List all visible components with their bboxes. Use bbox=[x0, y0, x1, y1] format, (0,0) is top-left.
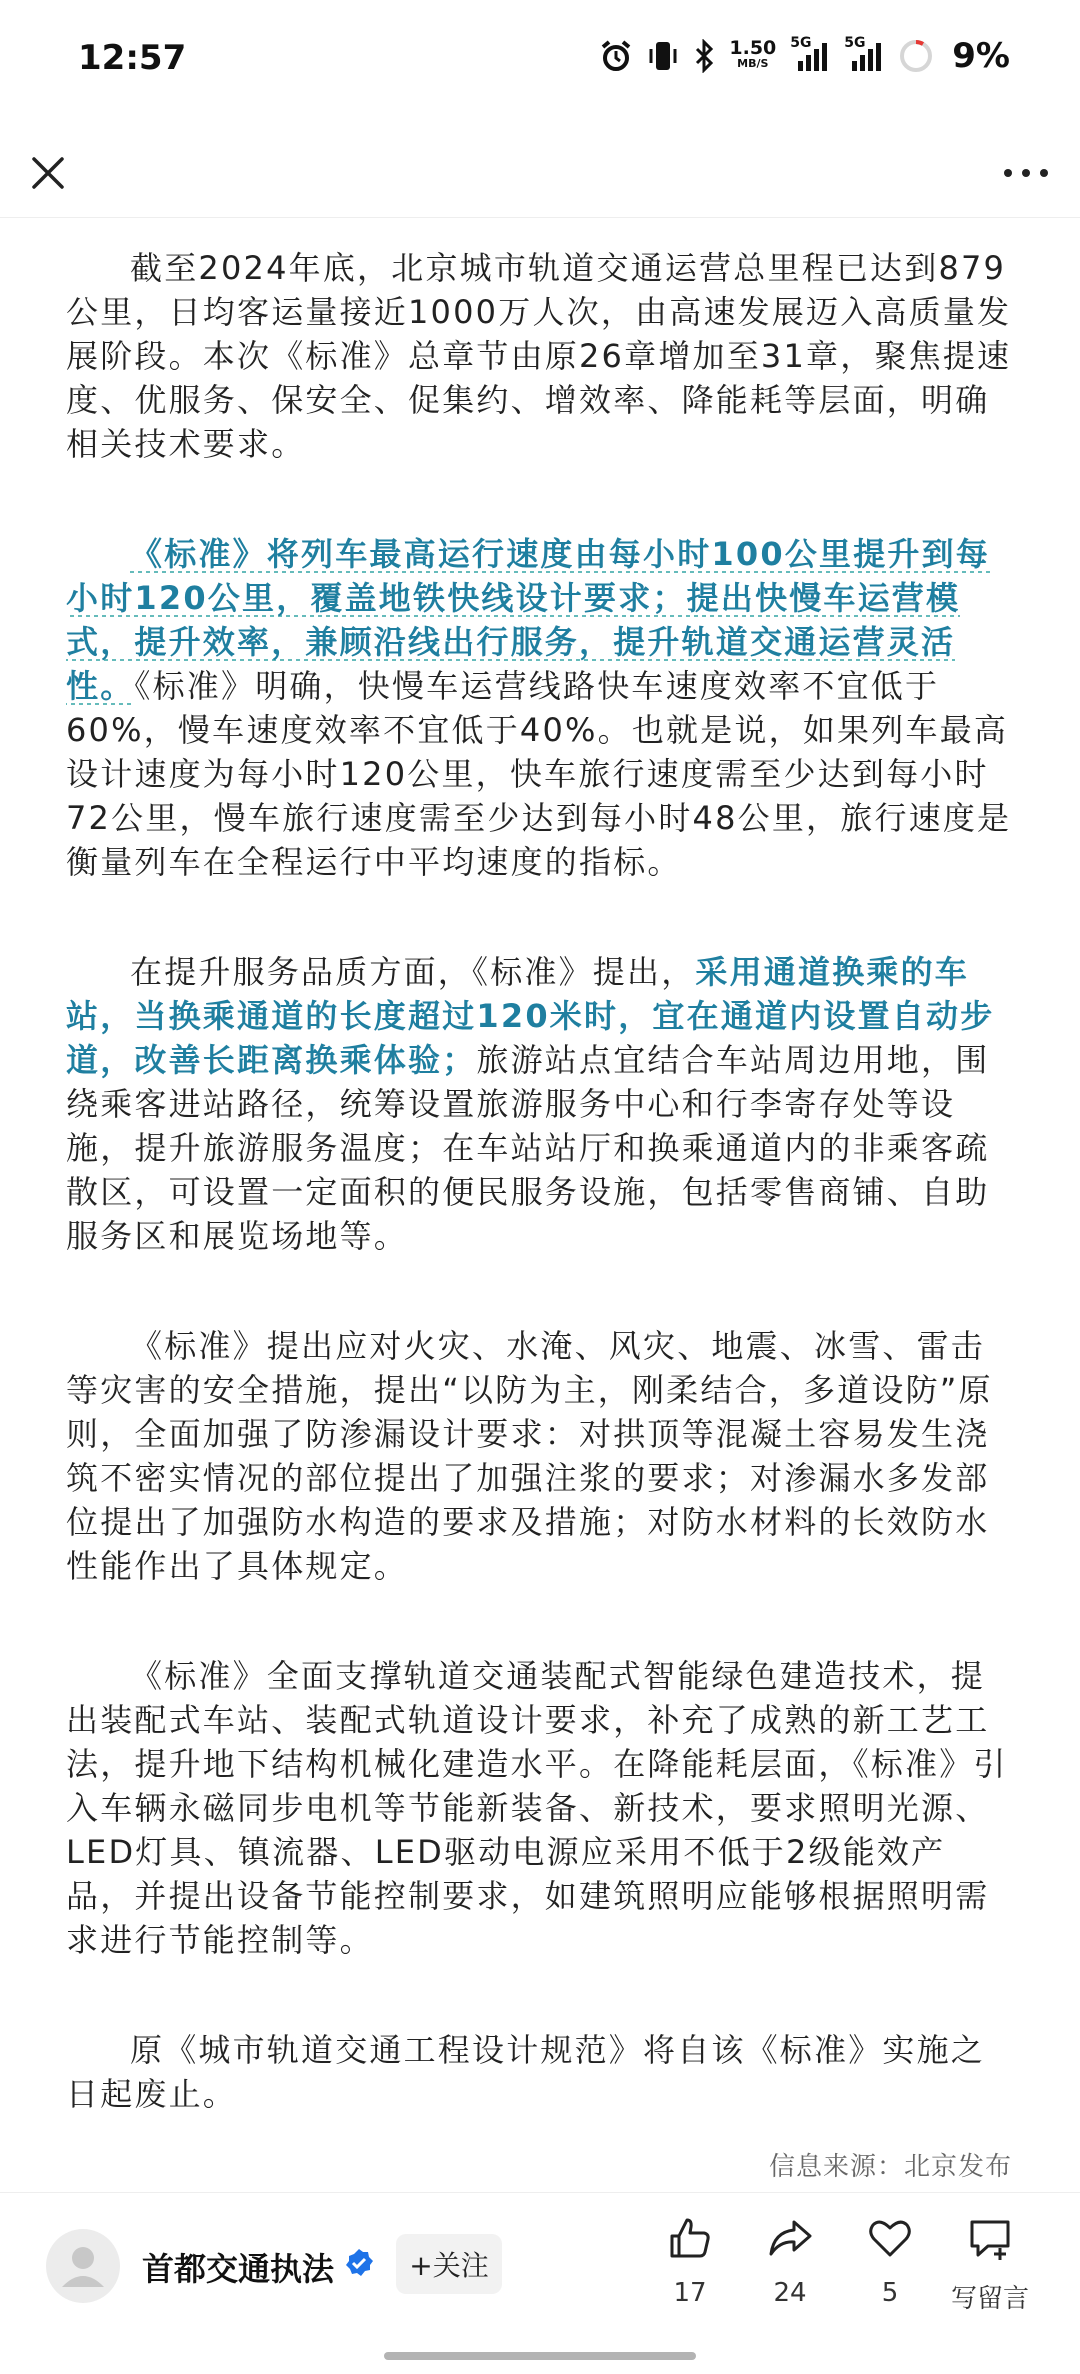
source-attribution: 信息来源：北京发布 bbox=[768, 2152, 1012, 2182]
favorite-count: 5 bbox=[881, 2278, 899, 2308]
signal-5g-icon-1: 5G bbox=[790, 39, 830, 73]
paragraph-2-text: 《标准》明确，快慢车运营线路快车速度效率不宜低于60%，慢车速度效率不宜低于40%。也就是说，如果列车最高设计速度为每小时120公里，快车旅行速度需至少达到每小时72公里，慢车旅行速度需至少达到每小时48公里，旅行速度是衡量列车在全程运行中平均速度的指标。 bbox=[66, 667, 1012, 881]
paragraph-3-intro: 在提升服务品质方面，《标准》提出， bbox=[130, 953, 696, 991]
paragraph-5: 《标准》全面支撑轨道交通装配式智能绿色建造技术，提出装配式车站、装配式轨道设计要求，补充了成熟的新工艺工法，提升地下结构机械化建造水平。在降能耗层面，《标准》引入车辆永磁同步电机等节能新装备、新技术，要求照明光源、LED灯具、镇流器、LED驱动电源应采用不低于2级能效产品，并提出设备节能控制要求，如建筑照明应能够根据照明需求进行节能控制等。 bbox=[66, 1657, 1008, 1959]
comment-plus-icon bbox=[966, 2214, 1014, 2262]
bottom-divider bbox=[0, 2192, 1080, 2193]
paragraph-1: 截至2024年底，北京城市轨道交通运营总里程已达到879公里，日均客运量接近1000万人次，由高速发展迈入高质量发展阶段。本次《标准》总章节由原26章增加至31章，聚焦提速度、优服务、保安全、促集约、增效率、降能耗等层面，明确相关技术要求。 bbox=[66, 249, 1012, 463]
more-dots-icon bbox=[1000, 153, 1052, 193]
article-body bbox=[66, 246, 1012, 2182]
paragraph-2-highlight: 《标准》将列车最高运行速度由每小时100公里提升到每小时120公里，覆盖地铁快线设计要求；提出快慢车运营模式，提升效率，兼顾沿线出行服务，提升轨道交通运营灵活性。 bbox=[66, 535, 990, 705]
paragraph-3-highlight: 采用通道换乘的车站，当换乘通道的长度超过120米时，宜在通道内设置自动步道，改善长距离换乘体验； bbox=[66, 953, 995, 1079]
paragraph-3-text: 旅游站点宜结合车站周边用地，围绕乘客进站路径，统筹设置旅游服务中心和行李寄存处等设施，提升旅游服务温度；在车站站厅和换乘通道内的非乘客疏散区，可设置一定面积的便民服务设施，包括零售商铺、自助服务区和展览场地等。 bbox=[66, 1041, 990, 1255]
close-icon bbox=[24, 149, 72, 197]
signal-5g-icon-2: 5G bbox=[844, 39, 884, 73]
network-speed: 1.50 MB/S bbox=[729, 37, 777, 70]
verified-badge-icon bbox=[344, 2248, 374, 2278]
default-avatar-icon bbox=[46, 2229, 120, 2303]
share-count: 24 bbox=[773, 2278, 807, 2308]
share-button[interactable] bbox=[745, 2214, 835, 2308]
like-count: 17 bbox=[673, 2278, 707, 2308]
close-button[interactable] bbox=[24, 149, 72, 197]
favorite-button[interactable] bbox=[845, 2214, 935, 2308]
home-indicator[interactable] bbox=[384, 2352, 696, 2360]
paragraph-6: 原《城市轨道交通工程设计规范》将自该《标准》实施之日起废止。 bbox=[66, 2031, 986, 2113]
bluetooth-icon bbox=[693, 39, 715, 73]
follow-button[interactable]: +关注 bbox=[396, 2234, 502, 2294]
nav-bar bbox=[0, 135, 1080, 218]
share-icon bbox=[766, 2214, 814, 2262]
vibrate-icon bbox=[647, 39, 679, 73]
like-button[interactable] bbox=[645, 2214, 735, 2308]
bottom-action-bar bbox=[0, 2194, 1080, 2374]
comment-button[interactable] bbox=[945, 2214, 1035, 2315]
paragraph-2 bbox=[66, 532, 1012, 884]
thumbs-up-icon bbox=[666, 2214, 714, 2262]
status-icons bbox=[599, 36, 1010, 76]
avatar[interactable] bbox=[46, 2229, 120, 2303]
paragraph-4: 《标准》提出应对火灾、水淹、风灾、地震、冰雪、雷击等灾害的安全措施，提出“以防为主，刚柔结合，多道设防”原则，全面加强了防渗漏设计要求：对拱顶等混凝土容易发生浇筑不密实情况的部位提出了加强注浆的要求；对渗漏水多发部位提出了加强防水构造的要求及措施；对防水材料的长效防水性能作出了具体规定。 bbox=[66, 1327, 993, 1585]
battery-ring-icon bbox=[898, 38, 934, 74]
status-time: 12:57 bbox=[78, 38, 187, 78]
status-bar bbox=[0, 0, 1080, 120]
alarm-icon bbox=[599, 39, 633, 73]
account-name[interactable]: 首都交通执法 bbox=[142, 2250, 335, 2288]
heart-icon bbox=[866, 2214, 914, 2262]
battery-level: 9% bbox=[952, 36, 1010, 76]
paragraph-3 bbox=[66, 950, 1012, 1258]
comment-label: 写留言 bbox=[950, 2284, 1029, 2314]
more-button[interactable] bbox=[1000, 153, 1052, 193]
